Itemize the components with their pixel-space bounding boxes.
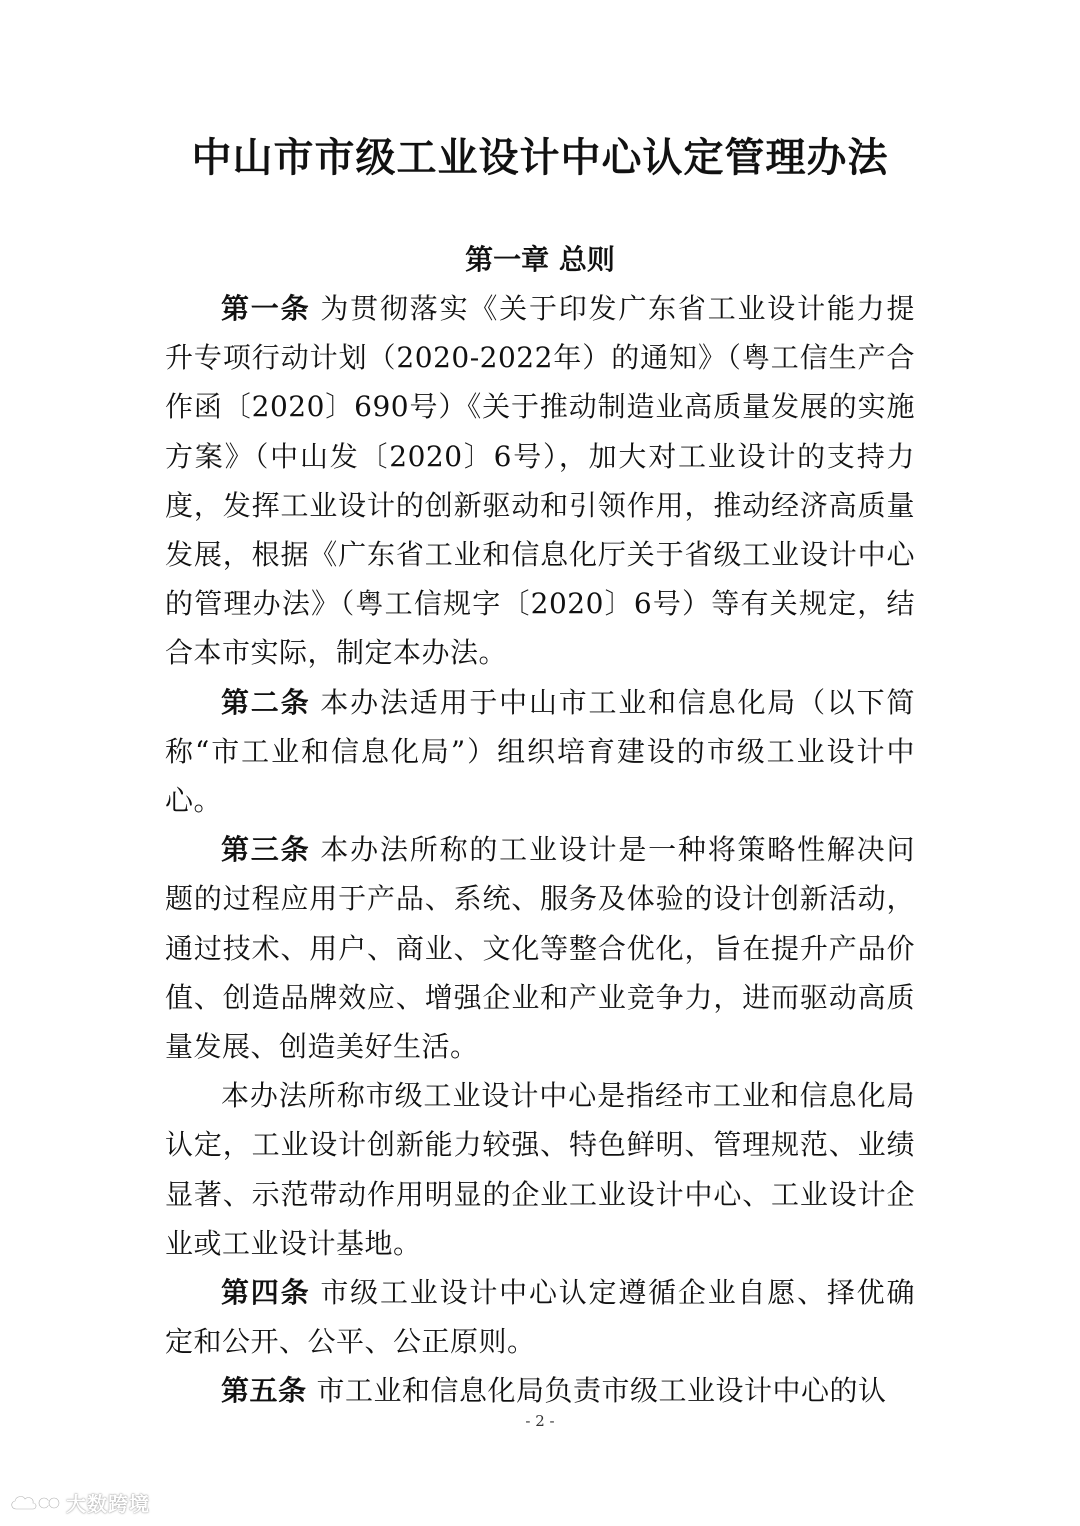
article-paragraph	[165, 284, 915, 678]
chapter-heading: 第一章 总则	[465, 243, 615, 276]
article-number: 第三条	[221, 833, 311, 867]
page-number: - 2 -	[525, 1412, 555, 1430]
article-number: 第二条	[221, 685, 311, 719]
article-text: 本办法适用于中山市工业和信息化局（以下简称“市工业和信息化局”）组织培育建设的市级工业设计中心。	[165, 685, 915, 818]
article-paragraph	[165, 825, 915, 1071]
article-text: 市级工业设计中心认定遵循企业自愿、择优确定和公开、公平、公正原则。	[165, 1276, 915, 1359]
document-title: 中山市市级工业设计中心认定管理办法	[191, 135, 889, 181]
article-paragraph	[165, 678, 915, 826]
article-number: 第一条	[221, 292, 311, 325]
article-text: 为贯彻落实《关于印发广东省工业设计能力提升专项行动计划（2020-2022年）的通知》（粤工信生产合作函〔2020〕690号）《关于推动制造业高质量发展的实施方案》（中山发〔2020〕6号），加大对工业设计的支持力度，发挥工业设计的创新驱动和引领作用，推动经济高质量发展，根据《广东省工业和信息化厅关于省级工业设计中心的管理办法》（粤工信规字〔2020〕6号）等有关规定，结合本市实际，制定本办法。	[165, 292, 915, 670]
article-text: 本办法所称的工业设计是一种将策略性解决问题的过程应用于产品、系统、服务及体验的设计创新活动，通过技术、用户、商业、文化等整合优化，旨在提升产品价值、创造品牌效应、增强企业和产业竞争力，进而驱动高质量发展、创造美好生活。	[165, 833, 915, 1064]
watermark-text: 大数跨境	[66, 1492, 150, 1516]
document-body	[165, 284, 915, 1416]
article-text: 市工业和信息化局负责市级工业设计中心的认	[316, 1374, 887, 1408]
article-number: 第五条	[221, 1374, 307, 1408]
article-paragraph	[165, 1071, 915, 1268]
article-number: 第四条	[221, 1276, 311, 1310]
article-paragraph	[165, 1366, 915, 1415]
article-paragraph	[165, 1268, 915, 1366]
article-text: 本办法所称市级工业设计中心是指经市工业和信息化局认定，工业设计创新能力较强、特色鲜明、管理规范、业绩显著、示范带动作用明显的企业工业设计中心、工业设计企业或工业设计基地。	[165, 1079, 915, 1260]
watermark	[8, 1488, 150, 1517]
cloud-logo-icon	[8, 1491, 60, 1515]
